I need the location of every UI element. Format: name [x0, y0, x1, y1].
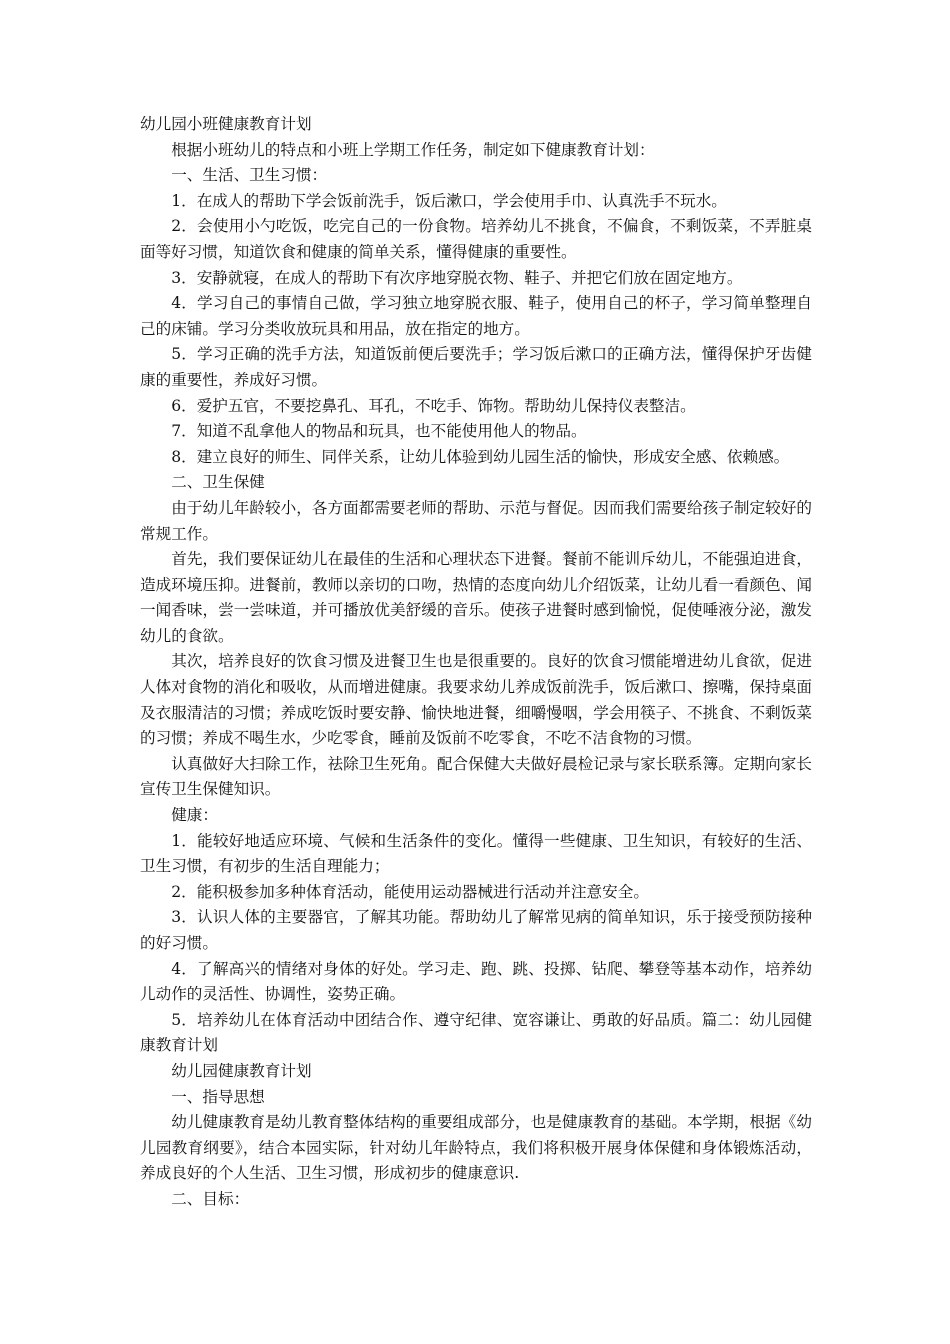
- subtitle: 幼儿园健康教育计划: [171, 1061, 312, 1080]
- list-item: 6．爱护五官，不要挖鼻孔、耳孔，不吃手、饰物。帮助幼儿保持仪表整洁。: [171, 396, 696, 415]
- document-body: [140, 112, 812, 1213]
- list-item: 5．培养幼儿在体育活动中团结合作、遵守纪律、宽容谦让、勇敢的好品质。篇二：幼儿园健康教育计划: [140, 1010, 812, 1055]
- list-item: 2．能积极参加多种体育活动，能使用运动器械进行活动并注意安全。: [171, 882, 649, 901]
- list-item: 4．了解高兴的情绪对身体的好处。学习走、跑、跳、投掷、钻爬、攀登等基本动作，培养幼儿动作的灵活性、协调性，姿势正确。: [140, 959, 812, 1004]
- paragraph: 根据小班幼儿的特点和小班上学期工作任务，制定如下健康教育计划：: [171, 140, 655, 159]
- list-item: 3．安静就寝，在成人的帮助下有次序地穿脱衣物、鞋子、并把它们放在固定地方。: [171, 268, 743, 287]
- section-heading: 二、目标：: [171, 1189, 250, 1208]
- list-item: 1．在成人的帮助下学会饭前洗手，饭后漱口，学会使用手巾、认真洗手不玩水。: [171, 191, 727, 210]
- document-title: 幼儿园小班健康教育计划: [140, 115, 312, 133]
- paragraph: 由于幼儿年龄较小，各方面都需要老师的帮助、示范与督促。因而我们需要给孩子制定较好的常规工作。: [140, 498, 812, 543]
- section-heading: 一、生活、卫生习惯：: [171, 166, 328, 185]
- paragraph: 认真做好大扫除工作，祛除卫生死角。配合保健大夫做好晨检记录与家长联系簿。定期向家长宣传卫生保健知识。: [140, 754, 812, 799]
- paragraph: 首先，我们要保证幼儿在最佳的生活和心理状态下进餐。餐前不能训斥幼儿，不能强迫进食，造成环境压抑。进餐前，教师以亲切的口吻，热情的态度向幼儿介绍饭菜，让幼儿看一看颜色、闻一闻香味，尝一尝味道，并可播放优美舒缓的音乐。使孩子进餐时感到愉悦，促使唾液分泌，激发幼儿的食欲。: [140, 550, 812, 645]
- list-item: 2．会使用小勺吃饭，吃完自己的一份食物。培养幼儿不挑食，不偏食，不剩饭菜，不弄脏桌面等好习惯，知道饮食和健康的简单关系，懂得健康的重要性。: [140, 217, 812, 261]
- list-item: 8．建立良好的师生、同伴关系，让幼儿体验到幼儿园生活的愉快，形成安全感、依赖感。: [171, 447, 790, 466]
- list-item: 5．学习正确的洗手方法，知道饭前便后要洗手；学习饭后漱口的正确方法，懂得保护牙齿健康的重要性，养成好习惯。: [140, 345, 812, 389]
- section-heading: 二、卫生保健: [171, 473, 265, 492]
- section-heading: 健康：: [171, 806, 218, 825]
- list-item: 7．知道不乱拿他人的物品和玩具，也不能使用他人的物品。: [171, 422, 587, 441]
- list-item: 1．能较好地适应环境、气候和生活条件的变化。懂得一些健康、卫生知识，有较好的生活、卫生习惯，有初步的生活自理能力；: [140, 831, 812, 876]
- paragraph: 其次，培养良好的饮食习惯及进餐卫生也是很重要的。良好的饮食习惯能增进幼儿食欲，促进人体对食物的消化和吸收，从而增进健康。我要求幼儿养成饭前洗手，饭后漱口、擦嘴，保持桌面及衣服清洁的习惯；养成吃饭时要安静、愉快地进餐，细嚼慢咽，学会用筷子、不挑食、不剩饭菜的习惯；养成不喝生水，少吃零食，睡前及饭前不吃零食，不吃不洁食物的习惯。: [140, 652, 812, 748]
- paragraph: 幼儿健康教育是幼儿教育整体结构的重要组成部分，也是健康教育的基础。本学期，根据《幼儿园教育纲要》，结合本园实际，针对幼儿年龄特点，我们将积极开展身体保健和身体锻炼活动，养成良好的个人生活、卫生习惯，形成初步的健康意识.: [140, 1113, 812, 1183]
- list-item: 4．学习自己的事情自己做，学习独立地穿脱衣服、鞋子，使用自己的杯子，学习简单整理自己的床铺。学习分类收放玩具和用品，放在指定的地方。: [140, 294, 812, 338]
- section-heading: 一、指导思想: [171, 1087, 265, 1106]
- list-item: 3．认识人体的主要器官，了解其功能。帮助幼儿了解常见病的简单知识，乐于接受预防接种的好习惯。: [140, 908, 812, 952]
